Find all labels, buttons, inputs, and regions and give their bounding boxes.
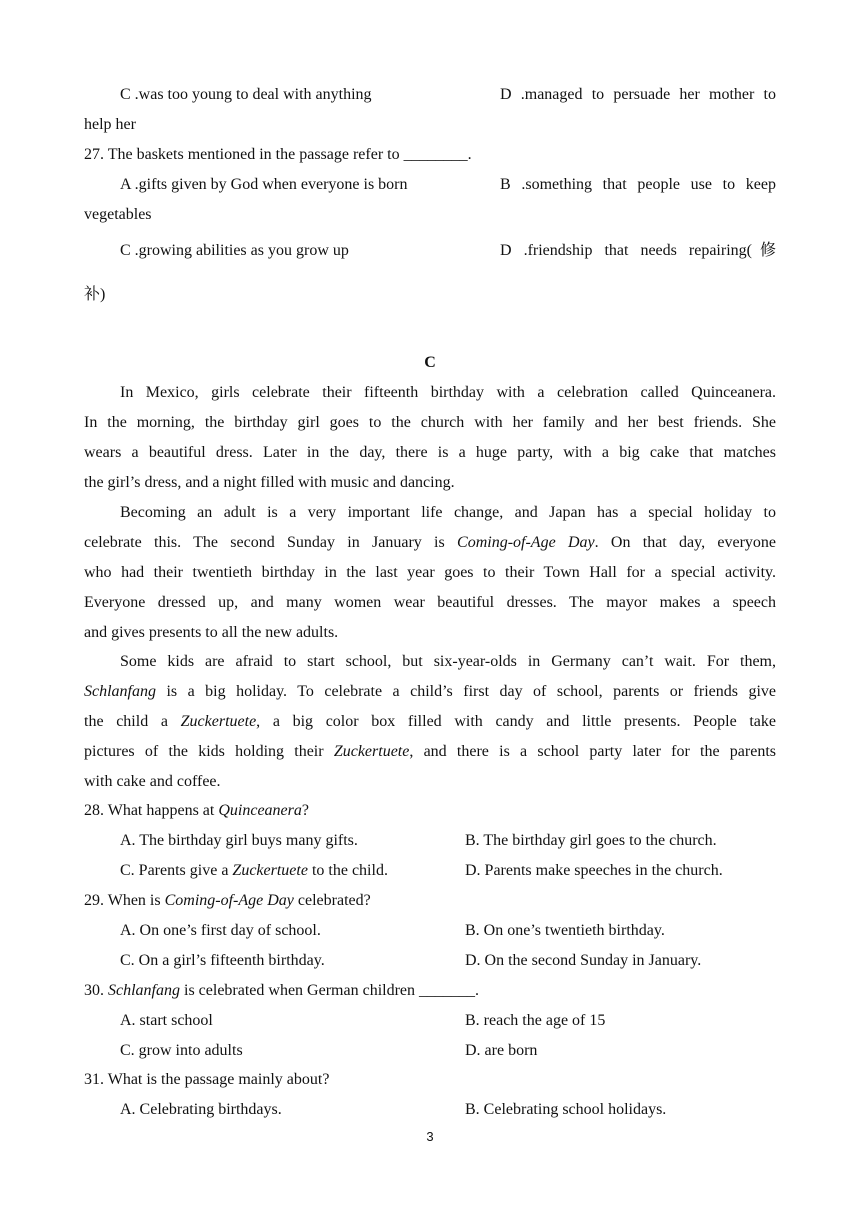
q28-option-c	[120, 861, 388, 881]
passage-emphasis: Zuckertuete	[333, 743, 410, 760]
passage-line: with cake and coffee.	[84, 773, 221, 790]
passage-line: and gives presents to all the new adults.	[84, 624, 339, 641]
passage-line: In the morning, the birthday girl goes to the church with her family and her best friends. She	[84, 414, 776, 431]
passage-line	[84, 742, 776, 762]
passage-text: . On that day, everyone	[594, 534, 777, 551]
passage-line: wears a beautiful dress. Later in the day, there is a huge party, with a big cake that matches	[84, 444, 776, 461]
q27-stem: 27. The baskets mentioned in the passage refer to ________.	[84, 146, 472, 163]
q27-option-d: D .friendship that needs repairing(修	[500, 242, 776, 259]
q30-option-b: B. reach the age of 15	[465, 1012, 606, 1029]
q28-option-b: B. The birthday girl goes to the church.	[465, 832, 717, 849]
stem-emphasis: Quinceanera	[218, 802, 302, 819]
q30-stem	[84, 981, 479, 1001]
passage-emphasis: Coming-of-Age Day	[457, 534, 595, 551]
q29-option-c: C. On a girl’s fifteenth birthday.	[120, 952, 325, 969]
q31-stem: 31. What is the passage mainly about?	[84, 1071, 330, 1088]
stem-emphasis: Schlanfang	[108, 982, 180, 999]
q26-option-c: C .was too young to deal with anything	[120, 86, 372, 103]
option-text: C. Parents give a	[120, 862, 233, 879]
q27-option-d-cont: 补)	[84, 286, 106, 303]
stem-text: 28. What happens at	[84, 802, 219, 819]
q29-stem	[84, 891, 371, 911]
q29-option-b: B. On one’s twentieth birthday.	[465, 922, 665, 939]
passage-text: celebrate this. The second Sunday in January is	[84, 534, 445, 551]
passage-line: the girl’s dress, and a night filled with music and dancing.	[84, 474, 455, 491]
q26-option-d-cont: help her	[84, 116, 136, 133]
passage-text: pictures of the kids holding their	[84, 743, 324, 760]
stem-emphasis: Coming-of-Age Day	[164, 892, 294, 909]
stem-text: is celebrated when German children _______.	[180, 982, 480, 999]
q28-stem	[84, 801, 309, 821]
passage-text: the child a	[84, 713, 168, 730]
passage-line	[84, 533, 776, 553]
passage-line: Everyone dressed up, and many women wear beautiful dresses. The mayor makes a speech	[84, 594, 776, 611]
q27-option-c: C .growing abilities as you grow up	[120, 242, 349, 259]
stem-text: ?	[301, 802, 309, 819]
page-number: 3	[426, 1129, 434, 1144]
stem-text: 29. When is	[84, 892, 165, 909]
q31-option-b: B. Celebrating school holidays.	[465, 1101, 667, 1118]
q27-option-b: B .something that people use to keep	[500, 176, 776, 193]
option-emphasis: Zuckertuete	[232, 862, 308, 879]
q30-option-d: D. are born	[465, 1042, 538, 1059]
q30-option-c: C. grow into adults	[120, 1042, 243, 1059]
passage-line	[84, 712, 776, 732]
q27-option-a: A .gifts given by God when everyone is born	[120, 176, 408, 193]
option-text: to the child.	[307, 862, 388, 879]
passage-text: , a big color box filled with candy and little presents. People take	[256, 713, 777, 730]
passage-emphasis: Schlanfang	[84, 683, 156, 700]
passage-line: In Mexico, girls celebrate their fifteenth birthday with a celebration called Quinceanera.	[120, 384, 776, 401]
q31-option-a: A. Celebrating birthdays.	[120, 1101, 282, 1118]
stem-text: celebrated?	[293, 892, 371, 909]
passage-text: is a big holiday. To celebrate a child’s first day of school, parents or friends give	[156, 683, 776, 700]
passage-line	[84, 682, 776, 702]
passage-line: who had their twentieth birthday in the last year goes to their Town Hall for a special activity.	[84, 564, 776, 581]
q30-option-a: A. start school	[120, 1012, 213, 1029]
section-title: C	[424, 354, 436, 371]
passage-line: Becoming an adult is a very important life change, and Japan has a special holiday to	[120, 504, 776, 521]
q28-option-d: D. Parents make speeches in the church.	[465, 862, 723, 879]
q29-option-d: D. On the second Sunday in January.	[465, 952, 702, 969]
passage-line: Some kids are afraid to start school, but six-year-olds in Germany can’t wait. For them,	[120, 653, 776, 670]
passage-emphasis: Zuckertuete	[180, 713, 257, 730]
q28-option-a: A. The birthday girl buys many gifts.	[120, 832, 358, 849]
q29-option-a: A. On one’s first day of school.	[120, 922, 321, 939]
q26-option-d: D .managed to persuade her mother to	[500, 86, 776, 103]
q27-option-b-cont: vegetables	[84, 206, 152, 223]
stem-text: 30.	[84, 982, 108, 999]
passage-text: , and there is a school party later for the parents	[409, 743, 777, 760]
